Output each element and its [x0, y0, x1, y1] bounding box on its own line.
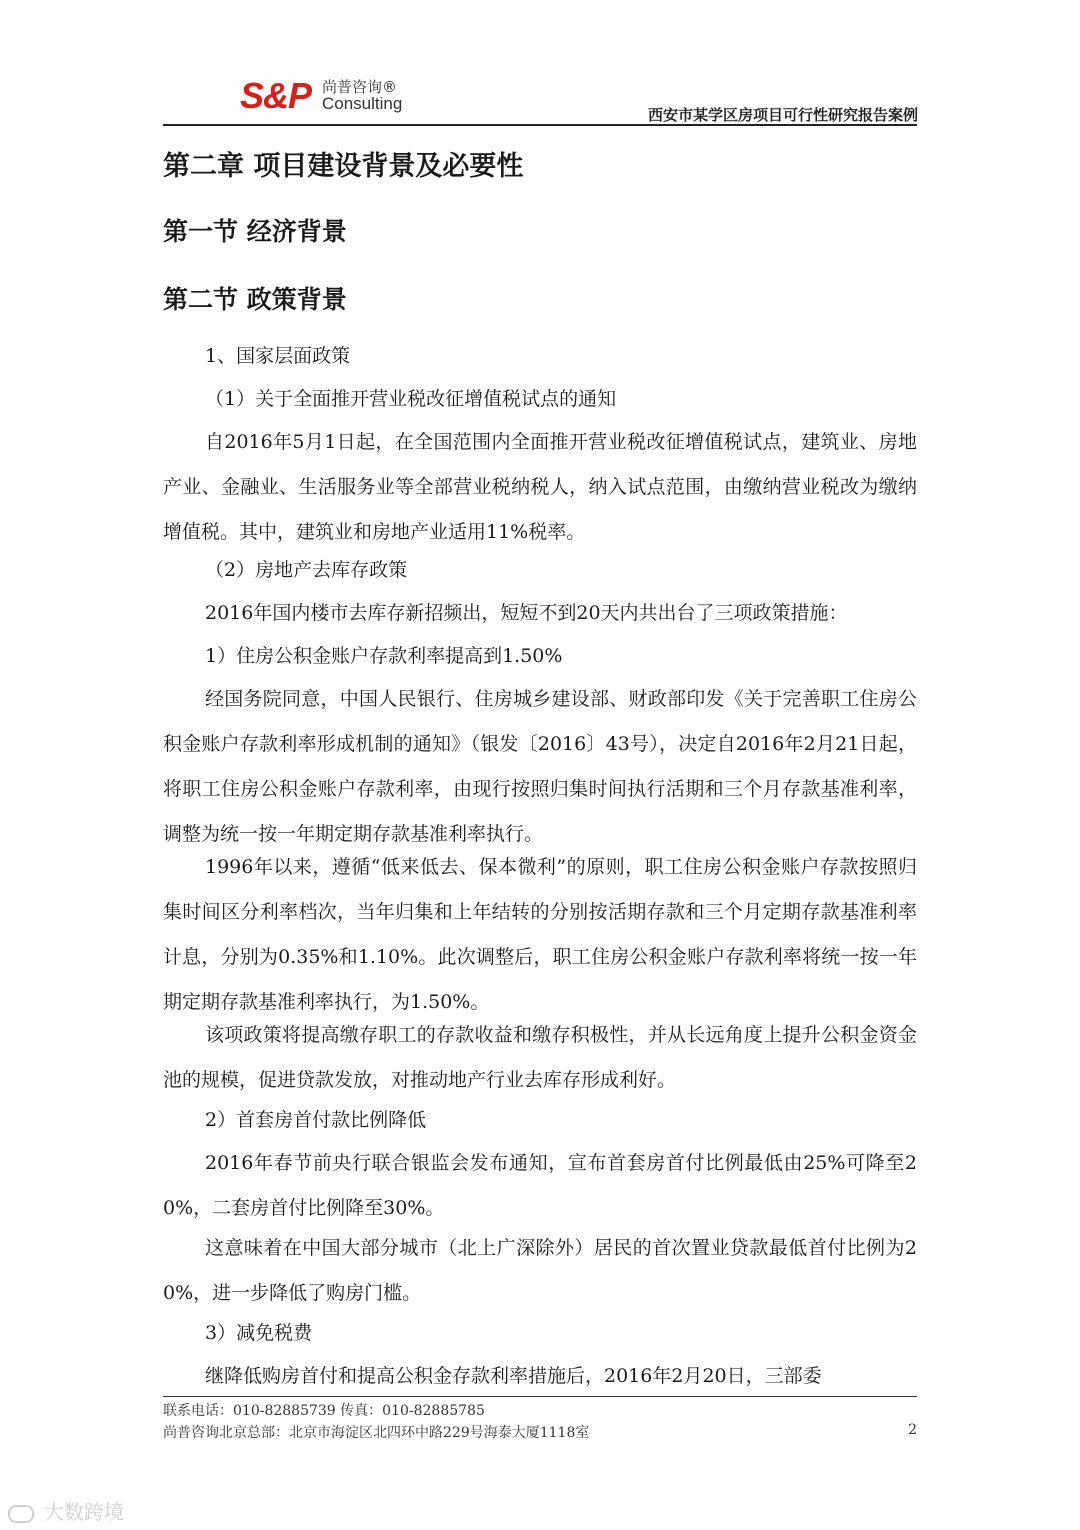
paragraph-item1-history: 1996年以来，遵循“低来低去、保本微利”的原则，职工住房公积金账户存款按照归集时间区分利率档次，当年归集和上年结转的分别按活期存款和三个月定期存款基准利率计息，分别为0.35%和1.10%。此次调整后，职工住房公积金账户存款利率将统一按一年期定期存款基准利率执行，为1.50%。	[163, 856, 917, 1013]
footer-address: 尚普咨询北京总部：北京市海淀区北四环中路229号海泰大厦1118室	[163, 1425, 590, 1441]
watermark-logo-icon	[8, 1505, 34, 1523]
paragraph-item3-body: 继降低购房首付和提高公积金存款利率措施后，2016年2月20日，三部委	[205, 1365, 822, 1387]
paragraph-item3-title: 3）减免税费	[205, 1322, 313, 1344]
footer-divider	[163, 1396, 917, 1397]
page-header	[0, 0, 1080, 130]
paragraph-vat-notice: 自2016年5月1日起，在全国范围内全面推开营业税改征增值税试点，建筑业、房地产业、金融业、生活服务业等全部营业税纳税人，纳入试点范围，由缴纳营业税改为缴纳增值税。其中，建筑业和房地产业适用11%税率。	[163, 431, 917, 543]
header-divider	[163, 124, 917, 126]
paragraph-item1-body: 经国务院同意，中国人民银行、住房城乡建设部、财政部印发《关于完善职工住房公积金账户存款利率形成机制的通知》（银发〔2016〕43号），决定自2016年2月21日起，将职工住房公积金账户存款利率，由现行按照归集时间执行活期和三个月存款基准利率，调整为统一按一年期定期存款基准利率执行。	[163, 688, 917, 845]
section-heading-policy: 第二节 政策背景	[163, 285, 347, 314]
document-title: 西安市某学区房项目可行性研究报告案例	[647, 106, 918, 124]
footer-contact: 联系电话：010-82885739 传真：010-82885785	[163, 1403, 485, 1419]
watermark-text: 大数跨境	[44, 1500, 124, 1524]
section-heading-economic: 第一节 经济背景	[163, 217, 347, 246]
paragraph-item1-title: 1）住房公积金账户存款利率提高到1.50%	[205, 645, 563, 667]
logo-chinese-name: 尚普咨询®	[322, 78, 398, 96]
paragraph-item2-effect: 这意味着在中国大部分城市（北上广深除外）居民的首次置业贷款最低首付比例为20%，进一步降低了购房门槛。	[163, 1237, 917, 1304]
watermark	[8, 1496, 124, 1525]
paragraph-item1-effect: 该项政策将提高缴存职工的存款收益和缴存积极性，并从长远角度上提升公积金资金池的规模，促进贷款发放，对推动地产行业去库存形成利好。	[163, 1024, 917, 1091]
paragraph-destock-title: （2）房地产去库存政策	[205, 559, 408, 581]
page-number: 2	[908, 1422, 917, 1438]
paragraph-item2-body: 2016年春节前央行联合银监会发布通知，宣布首套房首付比例最低由25%可降至20%，二套房首付比例降至30%。	[163, 1152, 917, 1219]
paragraph-item2-title: 2）首套房首付款比例降低	[205, 1109, 427, 1131]
paragraph-destock-intro: 2016年国内楼市去库存新招频出，短短不到20天内共出台了三项政策措施：	[205, 602, 848, 624]
logo-mark: S&P	[240, 75, 312, 116]
paragraph-vat-notice-title: （1）关于全面推开营业税改征增值税试点的通知	[205, 388, 617, 410]
chapter-heading: 第二章 项目建设背景及必要性	[163, 151, 524, 182]
logo-english-name: Consulting	[322, 94, 403, 113]
paragraph-national-policy: 1、国家层面政策	[205, 345, 351, 367]
